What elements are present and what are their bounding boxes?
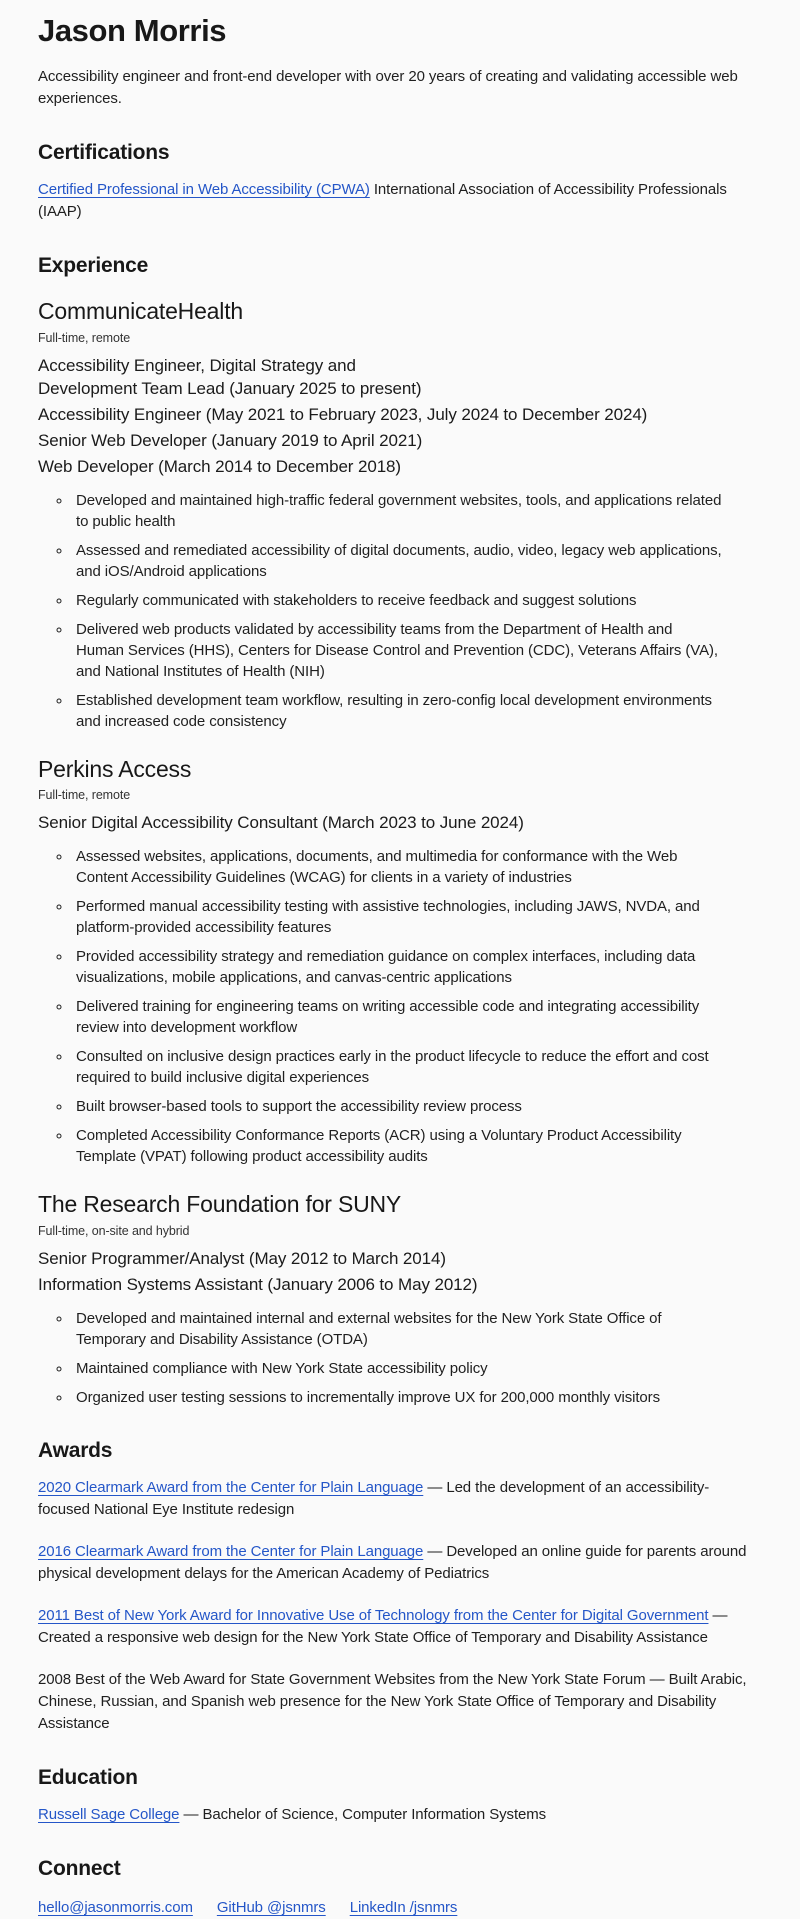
award-item bbox=[38, 1477, 750, 1521]
job-research-foundation-suny bbox=[38, 1191, 762, 1408]
employment-type: Full-time, remote bbox=[38, 788, 131, 803]
job-title: Web Developer (March 2014 to December 2018) bbox=[38, 456, 401, 476]
connect-heading: Connect bbox=[38, 1857, 121, 1881]
job-communicatehealth bbox=[38, 298, 762, 732]
experience-bullet: ◦ Developed and maintained internal and external websites for the New York State Office of Temporary and Disability Assistance (OTDA) bbox=[72, 1308, 722, 1350]
experience-bullet: ◦ Maintained compliance with New York State accessibility policy bbox=[72, 1358, 722, 1379]
job-title-line: Accessibility Engineer, Digital Strategy and bbox=[38, 355, 356, 375]
github-link[interactable]: GitHub @jsnmrs bbox=[216, 1899, 326, 1917]
section-certifications bbox=[38, 140, 762, 223]
experience-heading: Experience bbox=[38, 253, 149, 277]
job-title: Senior Programmer/Analyst (May 2012 to March 2014) bbox=[38, 1248, 446, 1268]
experience-bullet: ◦ Delivered training for engineering teams on writing accessible code and integrating accessibility review into development workflow bbox=[72, 996, 722, 1038]
company-name: The Research Foundation for SUNY bbox=[38, 1191, 402, 1218]
linkedin-link[interactable]: LinkedIn /jsnmrs bbox=[349, 1899, 458, 1917]
experience-bullet: ◦ Assessed websites, applications, documents, and multimedia for conformance with the Web Content Accessibility Guidelines (WCAG) for clients in a variety of industries bbox=[72, 846, 722, 888]
award-item bbox=[38, 1605, 750, 1649]
award-link[interactable]: 2011 Best of New York Award for Innovative Use of Technology from the Center for Digital Government bbox=[38, 1606, 709, 1624]
experience-bullet: ◦ Developed and maintained high-traffic federal government websites, tools, and applications related to public health bbox=[72, 490, 722, 532]
experience-bullet: ◦ Assessed and remediated accessibility of digital documents, audio, video, legacy web applications, and iOS/Android applications bbox=[72, 540, 722, 582]
experience-bullet: ◦ Organized user testing sessions to incrementally improve UX for 200,000 monthly visitors bbox=[72, 1387, 722, 1408]
job-bullets bbox=[38, 846, 762, 1167]
award-link[interactable]: 2020 Clearmark Award from the Center for Plain Language bbox=[38, 1478, 424, 1496]
award-item bbox=[38, 1669, 750, 1735]
company-name: CommunicateHealth bbox=[38, 298, 243, 325]
certification-line bbox=[38, 179, 750, 223]
experience-bullet: ◦ Delivered web products validated by accessibility teams from the Department of Health and Human Services (HHS), Centers for Disease Control and Prevention (CDC), Veterans Affairs (VA), and National Institutes of Health (NIH) bbox=[72, 619, 722, 682]
award-item bbox=[38, 1541, 750, 1585]
experience-bullet: ◦ Established development team workflow, resulting in zero-config local development environments and increased code consistency bbox=[72, 690, 722, 732]
award-link[interactable]: 2016 Clearmark Award from the Center for Plain Language bbox=[38, 1542, 424, 1560]
education-line bbox=[38, 1804, 750, 1826]
section-connect bbox=[38, 1856, 762, 1919]
company-name: Perkins Access bbox=[38, 755, 192, 782]
employment-type: Full-time, remote bbox=[38, 330, 131, 345]
awards-heading: Awards bbox=[38, 1438, 113, 1462]
section-education bbox=[38, 1765, 762, 1826]
experience-bullet: ◦ Regularly communicated with stakeholders to receive feedback and suggest solutions bbox=[72, 590, 722, 611]
connect-links bbox=[38, 1897, 762, 1919]
experience-bullet: ◦ Provided accessibility strategy and remediation guidance on complex interfaces, including data visualizations, mobile applications, and canvas-centric applications bbox=[72, 946, 722, 988]
section-awards bbox=[38, 1438, 762, 1735]
certification-link[interactable]: Certified Professional in Web Accessibility (CPWA) bbox=[38, 180, 370, 198]
tagline: Accessibility engineer and front-end developer with over 20 years of creating and validating accessible web experiences. bbox=[38, 67, 738, 107]
award-description: — Led the development of an accessibility-focused National Eye Institute redesign bbox=[38, 1478, 710, 1518]
experience-bullet: ◦ Built browser-based tools to support the accessibility review process bbox=[72, 1096, 722, 1117]
certification-issuer: International Association of Accessibility Professionals (IAAP) bbox=[38, 180, 727, 220]
job-perkins-access bbox=[38, 756, 762, 1168]
job-title bbox=[38, 354, 762, 400]
employment-type: Full-time, on-site and hybrid bbox=[38, 1223, 190, 1238]
education-heading: Education bbox=[38, 1765, 138, 1789]
experience-bullet: ◦ Performed manual accessibility testing with assistive technologies, including JAWS, NVDA, and platform-provided accessibility features bbox=[72, 896, 722, 938]
award-description: — Created a responsive web design for the New York State Office of Temporary and Disability Assistance bbox=[38, 1606, 728, 1646]
experience-bullet: ◦ Completed Accessibility Conformance Reports (ACR) using a Voluntary Product Accessibility Template (VPAT) following product accessibility audits bbox=[72, 1125, 722, 1167]
education-link[interactable]: Russell Sage College bbox=[38, 1806, 180, 1824]
job-title: Accessibility Engineer (May 2021 to February 2023, July 2024 to December 2024) bbox=[38, 404, 648, 424]
job-title-line: Development Team Lead (January 2025 to present) bbox=[38, 378, 422, 398]
page-title: Jason Morris bbox=[38, 13, 227, 48]
experience-bullet: ◦ Consulted on inclusive design practices early in the product lifecycle to reduce the effort and cost required to build inclusive digital experiences bbox=[72, 1046, 722, 1088]
section-experience bbox=[38, 253, 762, 1408]
job-bullets bbox=[38, 490, 762, 732]
award-description: 2008 Best of the Web Award for State Government Websites from the New York State Forum — Built Arabic, Chinese, Russian, and Spanish web presence for the New York State Office of Temporary and Disability Assistance bbox=[38, 1670, 747, 1732]
certifications-heading: Certifications bbox=[38, 140, 170, 164]
job-title: Senior Digital Accessibility Consultant (March 2023 to June 2024) bbox=[38, 813, 524, 833]
award-description: — Developed an online guide for parents around physical development delays for the American Academy of Pediatrics bbox=[38, 1542, 747, 1582]
job-title: Information Systems Assistant (January 2006 to May 2012) bbox=[38, 1274, 478, 1294]
job-title: Senior Web Developer (January 2019 to April 2021) bbox=[38, 430, 423, 450]
job-bullets bbox=[38, 1308, 762, 1408]
email-link[interactable]: hello@jasonmorris.com bbox=[38, 1899, 193, 1917]
education-degree: — Bachelor of Science, Computer Information Systems bbox=[183, 1806, 547, 1824]
